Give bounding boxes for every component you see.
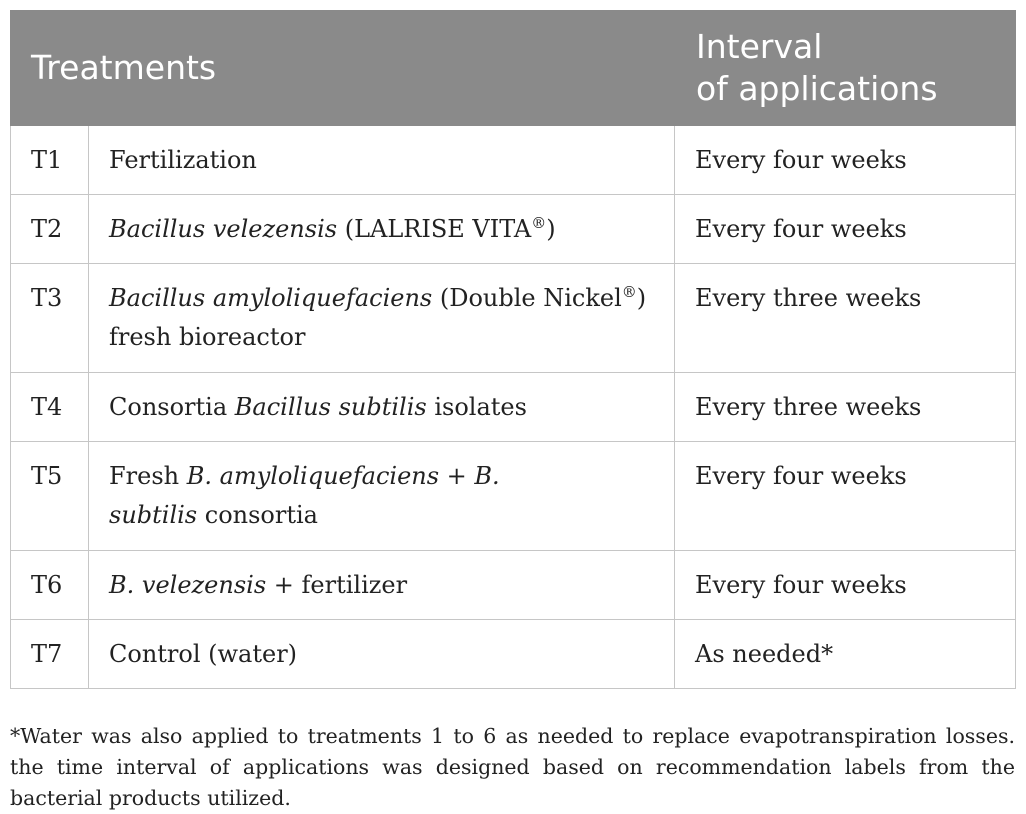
treatment-id-cell: T5 (11, 442, 89, 551)
treatment-id-cell: T4 (11, 373, 89, 442)
interval-cell: Every four weeks (675, 126, 1016, 195)
treatments-table (10, 10, 1016, 689)
table-row (11, 373, 1016, 442)
description-text: consortia (197, 501, 318, 529)
interval-cell: Every four weeks (675, 442, 1016, 551)
table-footnote: *Water was also applied to treatments 1 to 6 as needed to replace evapotranspiration losses. the time interval of applications was designed based on recommendation labels from the bacterial products utilized. (10, 723, 1015, 810)
interval-cell: As needed* (675, 620, 1016, 689)
table-row (11, 620, 1016, 689)
description-text: Control (water) (109, 640, 298, 668)
description-text: ) (546, 215, 556, 243)
treatment-id-cell: T2 (11, 195, 89, 264)
treatment-id-cell: T3 (11, 264, 89, 373)
treatment-description-cell (89, 620, 675, 689)
header-treatments-label: Treatments (31, 48, 217, 87)
treatment-description-cell (89, 551, 675, 620)
species-name: Bacillus amyloliquefaciens (109, 284, 433, 312)
description-text: Consortia (109, 393, 235, 421)
table-row (11, 264, 1016, 373)
treatment-id-cell: T1 (11, 126, 89, 195)
species-name: B. amyloliquefaciens (186, 462, 440, 490)
header-interval (675, 11, 1016, 126)
species-name: subtilis (109, 501, 198, 529)
description-text: (LALRISE VITA (337, 215, 532, 243)
table-header-row (11, 11, 1016, 126)
interval-cell: Every three weeks (675, 373, 1016, 442)
interval-cell: Every four weeks (675, 551, 1016, 620)
description-text: Fertilization (109, 146, 257, 174)
interval-cell: Every three weeks (675, 264, 1016, 373)
treatment-description-cell (89, 373, 675, 442)
header-treatments (11, 11, 675, 126)
species-name: Bacillus subtilis (234, 393, 427, 421)
description-text: (Double Nickel (432, 284, 622, 312)
table-row (11, 551, 1016, 620)
interval-cell: Every four weeks (675, 195, 1016, 264)
treatment-id-cell: T6 (11, 551, 89, 620)
registered-mark: ® (531, 214, 547, 232)
treatments-table-container (10, 10, 1015, 689)
registered-mark: ® (621, 283, 637, 301)
description-text: ) (636, 284, 647, 312)
description-text: + (439, 462, 475, 490)
treatment-description-cell (89, 264, 675, 373)
species-name: Bacillus velezensis (109, 215, 338, 243)
treatment-description-cell (89, 442, 675, 551)
description-text: Fresh (109, 462, 187, 490)
species-name: B. velezensis (109, 571, 267, 599)
treatment-description-cell (89, 126, 675, 195)
species-name: B. (474, 462, 500, 490)
treatment-id-cell: T7 (11, 620, 89, 689)
table-row (11, 195, 1016, 264)
header-interval-line2: of applications (696, 69, 938, 108)
table-row (11, 126, 1016, 195)
description-text: isolates (426, 393, 527, 421)
table-row (11, 442, 1016, 551)
description-text: fresh bioreactor (109, 323, 306, 351)
treatment-description-cell (89, 195, 675, 264)
description-text: + fertilizer (266, 571, 408, 599)
header-interval-line1: Interval (696, 27, 823, 66)
